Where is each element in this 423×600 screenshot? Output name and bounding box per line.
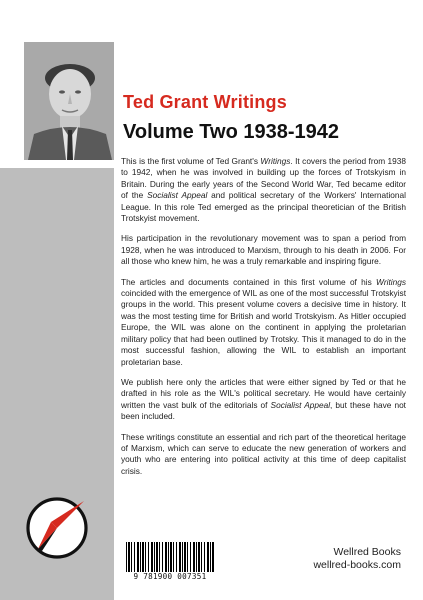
paragraph-5: These writings constitute an essential and rich part of the theoretical heritage of Marxism, which can serve to educate the new generation of workers and youth who are entering into political activity at this time of deep capitalist crisis. [121, 431, 406, 476]
paragraph-1 [121, 156, 406, 224]
barcode-bars [126, 542, 214, 572]
paragraph-2: His participation in the revolutionary movement was to span a period from 1928, when he was introduced to Marxism, through to his death in 2006. For all those who knew him, he was a truly remarkable and inspiring figure. [121, 233, 406, 267]
blurb-text [121, 156, 406, 486]
paragraph-4 [121, 377, 406, 423]
paragraph-3 [121, 277, 406, 368]
paragraph-1-italic-2: Socialist Appeal [147, 190, 208, 201]
isbn-digits: 9 781900 007351 [133, 572, 207, 581]
publisher-block [313, 546, 401, 572]
paragraph-3-text-a: The articles and documents contained in this first volume of his [121, 276, 377, 287]
paragraph-4-text-a: We publish here only the articles that were either signed by Ted or that he drafted in his role as the WIL's political secretary. He would have certainly written the vast bulk of the editorials of [121, 376, 406, 410]
publisher-name: Wellred Books [333, 546, 401, 558]
author-portrait-image [24, 42, 114, 160]
paragraph-1-text-c: and political secretary of the Workers' International League. In this role Ted emerged as the principal theoretician of the British Trotskyist movement. [121, 190, 406, 224]
paragraph-3-italic: Writings [376, 276, 406, 287]
paragraph-1-text-b: . It covers the period from 1938 to 1942, when he was involved in building up the forces of Trotskyism in Britain. During the early years of the Second World War, Ted became editor of the [121, 156, 406, 201]
wellred-compass-logo-icon [24, 495, 90, 561]
paragraph-4-text-b: , but these have not been included. [121, 399, 406, 422]
isbn-barcode [120, 540, 220, 586]
volume-title: Volume Two 1938-1942 [123, 121, 340, 143]
paragraph-4-italic: Socialist Appeal [270, 399, 331, 410]
paragraph-3-text-b: coincided with the emergence of WIL as one of the most successful Trotskyist groups in the world. This present volume covers a decisive time in history. It was the most testing time for British and world Trotskyism. As Hitler occupied Europe, the WIL was alone on the continent in applying the proletarian military policy that had been outlined by Trotsky. This it managed to do in the most successful fashion, allowing the WIL to establish an important proletarian base. [121, 288, 406, 367]
paragraph-1-italic-1: Writings [260, 156, 291, 166]
series-title: Ted Grant Writings [123, 92, 287, 112]
publisher-url[interactable]: wellred-books.com [313, 559, 401, 571]
paragraph-1-text-a: This is the first volume of Ted Grant's [121, 156, 261, 166]
author-photo [24, 42, 114, 160]
